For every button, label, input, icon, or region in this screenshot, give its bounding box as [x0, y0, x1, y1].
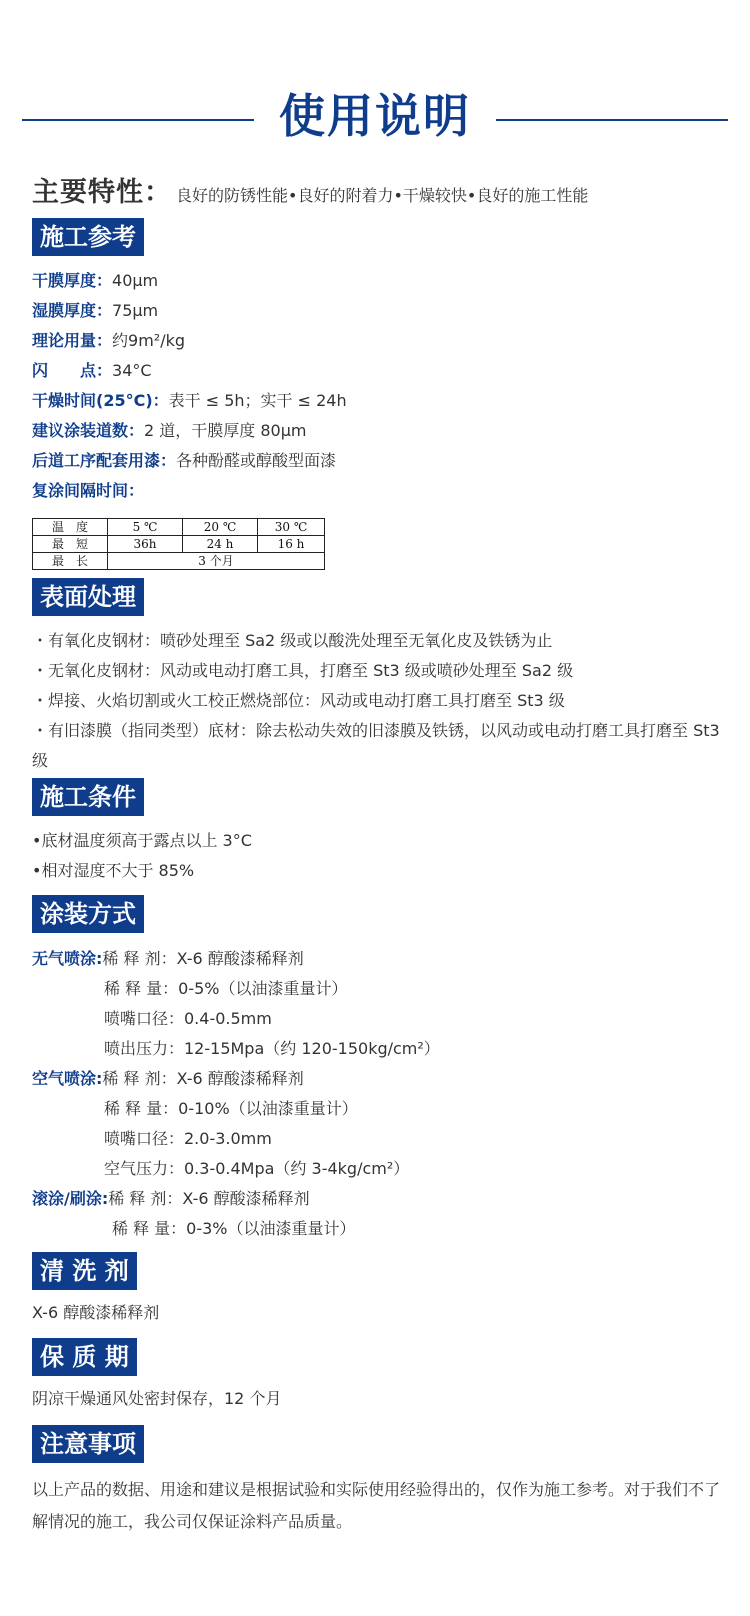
main-features: [32, 170, 588, 209]
ref-row-consumption: 理论用量：约9m²/kg: [32, 331, 186, 350]
section-construction-ref: 施工参考: [32, 218, 144, 256]
coating-row-roller-thinner: 滚涂/刷涂:稀 释 剂：X-6 醇酸漆稀释剂: [32, 1189, 310, 1208]
surface-list: [32, 626, 722, 776]
table-cell: 30 ℃: [258, 519, 325, 536]
table-row: [33, 553, 325, 570]
coating-row-air-thinner: 空气喷涂:稀 释 剂：X-6 醇酸漆稀释剂: [32, 1069, 304, 1088]
section-coating-method: 涂装方式: [32, 895, 144, 933]
cleaner-text: X-6 醇酸漆稀释剂: [32, 1303, 160, 1322]
table-cell: 20 ℃: [183, 519, 258, 536]
table-cell: 24 h: [183, 536, 258, 553]
recoat-interval-table: [32, 518, 325, 570]
ref-row-recoat-interval: 复涂间隔时间：: [32, 481, 145, 500]
list-item: ・有旧漆膜（指同类型）底材：除去松动失效的旧漆膜及铁锈，以风动或电动打磨工具打磨至 St3 级: [32, 721, 720, 770]
notes-text: 以上产品的数据、用途和建议是根据试验和实际使用经验得出的，仅作为施工参考。对于我们不了解情况的施工，我公司仅保证涂料产品质量。: [32, 1480, 721, 1531]
section-conditions: 施工条件: [32, 778, 144, 816]
list-item: •相对湿度不大于 85%: [32, 861, 195, 880]
list-item: ・焊接、火焰切割或火工校正燃烧部位：风动或电动打磨工具打磨至 St3 级: [32, 691, 565, 710]
coating-row-airless-thinner: 无气喷涂:稀 释 剂：X-6 醇酸漆稀释剂: [32, 949, 304, 968]
coating-methods: [32, 944, 440, 1244]
coating-row-airless-ratio: 稀 释 量：0-5%（以油漆重量计）: [104, 979, 348, 998]
section-shelf-life: 保 质 期: [32, 1338, 137, 1376]
ref-row-drying-time: 干燥时间(25°C)：表干 ≤ 5h；实干 ≤ 24h: [32, 391, 347, 410]
page-title: 使用说明: [279, 89, 471, 143]
ref-row-dry-film: 干膜厚度：40μm: [32, 271, 159, 290]
table-cell: 3 个月: [108, 553, 325, 570]
ref-row-coats: 建议涂装道数：2 道，干膜厚度 80μm: [32, 421, 307, 440]
table-cell: 温 度: [33, 519, 108, 536]
table-cell: 36h: [108, 536, 183, 553]
list-item: ・有氧化皮钢材：喷砂处理至 Sa2 级或以酸洗处理至无氧化皮及铁锈为止: [32, 631, 553, 650]
table-row: [33, 536, 325, 553]
table-cell: 5 ℃: [108, 519, 183, 536]
coating-row-air-ratio: 稀 释 量：0-10%（以油漆重量计）: [104, 1099, 358, 1118]
conditions-list: [32, 826, 252, 886]
shelf-life-text: 阴凉干燥通风处密封保存，12 个月: [32, 1389, 282, 1408]
list-item: •底材温度须高于露点以上 3°C: [32, 831, 252, 850]
features-text: 良好的防锈性能•良好的附着力•干燥较快•良好的施工性能: [176, 186, 589, 205]
table-cell: 16 h: [258, 536, 325, 553]
coating-row-airless-nozzle: 喷嘴口径：0.4-0.5mm: [104, 1009, 272, 1028]
title-row: [0, 86, 750, 146]
coating-row-air-pressure: 空气压力：0.3-0.4Mpa（约 3-4kg/cm²）: [104, 1159, 410, 1178]
table-cell: 最 长: [33, 553, 108, 570]
construction-ref-list: [32, 266, 347, 506]
section-cleaner: 清 洗 剂: [32, 1252, 137, 1290]
coating-row-airless-pressure: 喷出压力：12-15Mpa（约 120-150kg/cm²）: [104, 1039, 440, 1058]
coating-row-air-nozzle: 喷嘴口径：2.0-3.0mm: [104, 1129, 272, 1148]
section-surface: 表面处理: [32, 578, 144, 616]
title-divider-right: [496, 119, 728, 121]
ref-row-flash-point: 闪 点：34°C: [32, 361, 152, 380]
section-notes: 注意事项: [32, 1425, 144, 1463]
list-item: ・无氧化皮钢材：风动或电动打磨工具，打磨至 St3 级或喷砂处理至 Sa2 级: [32, 661, 574, 680]
features-label: 主要特性：: [32, 177, 172, 208]
coating-row-roller-ratio: 稀 释 量：0-3%（以油漆重量计）: [112, 1219, 356, 1238]
ref-row-wet-film: 湿膜厚度：75μm: [32, 301, 159, 320]
ref-row-topcoat: 后道工序配套用漆：各种酚醛或醇酸型面漆: [32, 451, 337, 470]
table-cell: 最 短: [33, 536, 108, 553]
table-row: [33, 519, 325, 536]
